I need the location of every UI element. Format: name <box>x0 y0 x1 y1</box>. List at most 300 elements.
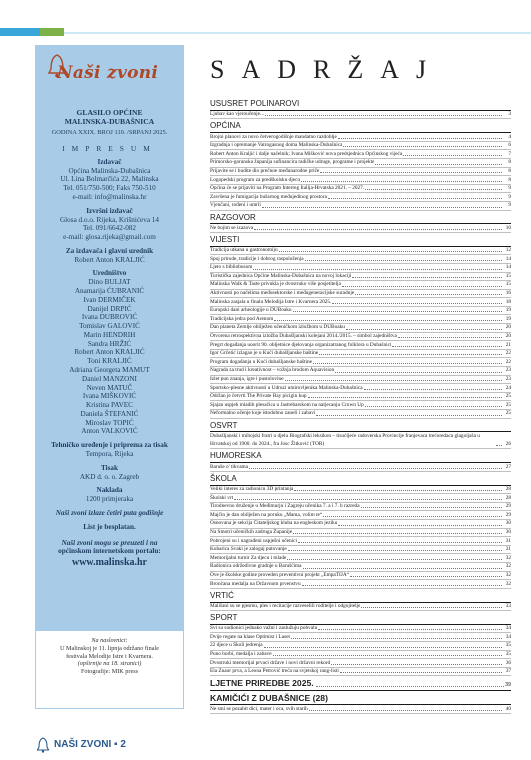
toc-section-title[interactable]: ŠKOLA <box>210 475 511 486</box>
web-link[interactable]: www.malinska.hr <box>71 557 147 569</box>
toc-section <box>210 475 511 589</box>
urednistvo-member: Daniel MANZONI <box>82 374 137 383</box>
toc-section-title[interactable]: OSVRT <box>210 422 511 433</box>
toc-entry-title: Prijavite se i budite dio prečnoe međunarodne priče <box>210 167 320 174</box>
toc-leader-dots <box>254 229 502 230</box>
toc-entry[interactable] <box>210 367 511 376</box>
izlaze-text: Naši zvoni izlaze četiri puta godišnje <box>55 508 164 517</box>
toc-section <box>210 592 511 611</box>
toc-entry-title: Dan planeta Zemlje obilježen učeničkom izložbom u DUBoaku <box>210 324 345 331</box>
tisak-heading: Tisak <box>100 463 119 472</box>
toc-entry-title: Program događanja u Kući dubašljanske baštine <box>210 358 312 365</box>
toc-leader-dots <box>253 269 502 270</box>
toc-section-title[interactable]: VIJESTI <box>210 236 511 247</box>
toc-entry-title: Brončana medalja na Državnom prvenstvu <box>210 580 301 587</box>
toc-page-number: 32 <box>505 563 511 570</box>
toc-page-number: 8 <box>508 159 511 166</box>
toc-page-number: 15 <box>505 272 511 279</box>
toc-page-number: 32 <box>505 580 511 587</box>
toc-page-number: 24 <box>505 384 511 391</box>
toc-entry-title: Igor Grčetić izlagao je u Kući dubašljanske baštine <box>210 350 319 357</box>
toc-page-number: 33 <box>505 602 511 609</box>
toc-leader-dots <box>320 172 502 173</box>
toc-page-number: 37 <box>505 668 511 675</box>
toc-leader-dots <box>355 294 502 295</box>
toc-entry[interactable] <box>210 511 511 520</box>
toc-leader-dots <box>298 542 502 543</box>
toc-entry-title: Malinska zasjala u finalu Melodija Istre i Kvarnera 2025. <box>210 298 332 305</box>
toc-entry-title: Majčin je dan obilježen na poruku „Mama, volim te“ <box>210 511 323 518</box>
toc-leader-dots <box>291 638 502 639</box>
urednik-name: Robert Anton KRALJIĆ <box>74 255 145 264</box>
cover-note-line: U Malinskoj je 11. lipnja održano finale <box>60 644 159 652</box>
publication-title-line1: GLASILO OPĆINE <box>76 108 143 117</box>
urednistvo-heading: Uredništvo <box>92 269 127 278</box>
toc-entry[interactable] <box>210 537 511 546</box>
toc-leader-dots <box>361 607 502 608</box>
izdavac-line: Općina Malinska-Dubašnica <box>68 166 151 175</box>
toc-page-number: 21 <box>505 341 511 348</box>
toc-page-number: 19 <box>505 315 511 322</box>
toc-entry-title: Općina će se prijaviti na Program Interreg Italija-Hrvatska 2021. – 2027. <box>210 185 365 192</box>
toc-page-number: 6 <box>508 142 511 149</box>
toc-entry[interactable] <box>210 494 511 503</box>
cover-note-line: Fotografije: MIK press <box>80 668 139 675</box>
toc-page-number: 25 <box>505 401 511 408</box>
toc-leader-dots <box>288 550 502 551</box>
toc-section-title[interactable]: VRTIĆ <box>210 592 511 603</box>
toc-entry[interactable] <box>210 247 511 256</box>
toc-section-title[interactable]: HUMORESKA <box>210 452 511 463</box>
toc-page-number: 22 <box>505 350 511 357</box>
urednistvo-member: Robert Anton KRALJIĆ <box>74 348 145 357</box>
toc-entry[interactable] <box>210 520 511 529</box>
toc-page-number: 32 <box>505 554 511 561</box>
toc-page-number: 8 <box>508 167 511 174</box>
toc-entry[interactable] <box>210 529 511 538</box>
toc-page-number: 18 <box>505 298 511 305</box>
izdavac-line: e-mail: info@malinska.hr <box>72 192 147 201</box>
toc-page-number: 15 <box>505 281 511 288</box>
toc-entry[interactable] <box>210 633 511 642</box>
toc-leader-dots <box>305 260 502 261</box>
toc-leader-dots <box>309 710 502 711</box>
toc-entry[interactable] <box>210 393 511 402</box>
toc-page-number: 16 <box>505 290 511 297</box>
table-of-contents <box>210 97 511 714</box>
toc-leader-dots <box>496 445 502 446</box>
toc-entry-title: Izgradnja i opremanje Vatrogasnog doma Malinska-Dubašnica <box>210 142 343 149</box>
toc-entry[interactable] <box>210 133 511 142</box>
toc-entry-title: Tradicija utkana u gastronomiju <box>210 247 278 254</box>
toc-leader-dots <box>316 415 502 416</box>
toc-leader-dots <box>262 207 502 208</box>
toc-entry[interactable] <box>210 193 511 202</box>
toc-section-title[interactable] <box>210 679 511 690</box>
toc-entry[interactable] <box>210 185 511 194</box>
izdavac-line: Tel. 051/750-500; Faks 750-510 <box>63 184 156 193</box>
toc-page-number: 35 <box>505 651 511 658</box>
toc-page-number: 34 <box>505 625 511 632</box>
toc-section-title[interactable]: USUSRET POLINAROVI <box>210 100 511 111</box>
toc-entry-title: Ne smi se pozabit dici, mater i oca, svih starih <box>210 705 308 712</box>
toc-entry-title: Otvorena retrospektivna izložba Dubašljanski kolejani 2014./2015. – simbol zajedništva <box>210 333 397 340</box>
toc-entry-title: Osnovana je sekcija Čitateljskog kluba na engleskom jeziku <box>210 520 338 527</box>
tehnicko-heading: Tehničko uređenje i priprema za tisak <box>51 441 168 450</box>
toc-entry[interactable] <box>210 580 511 589</box>
toc-entry[interactable] <box>210 401 511 410</box>
toc-entry[interactable] <box>210 202 511 211</box>
toc-entry[interactable] <box>210 142 511 151</box>
toc-page-number: 36 <box>505 659 511 666</box>
toc-entry-title: Baruše o' tikvama <box>210 463 249 470</box>
impresum-sidebar <box>35 45 184 709</box>
urednistvo-member: Dino BULJAT <box>88 278 131 287</box>
toc-page-number: 20 <box>505 324 511 331</box>
toc-entry-title: Ove je školske godine proveden preventivni projekt „EmpaTIJA“ <box>210 571 350 578</box>
toc-entry[interactable] <box>210 324 511 333</box>
toc-entry[interactable] <box>210 264 511 273</box>
toc-page-number: 30 <box>505 528 511 535</box>
toc-entry-title: Održan je četvrti The Private Bay picigin kup <box>210 393 307 400</box>
toc-section-title[interactable]: OPĆINA <box>210 122 511 133</box>
toc-entry[interactable] <box>210 307 511 316</box>
toc-entry-title: Dvostruki memorijal prvaci države i novi državni rekord <box>210 659 331 666</box>
toc-entry[interactable] <box>210 168 511 177</box>
top-bar-line <box>64 32 531 34</box>
toc-entry-title: Tradicijska jedra pod Arenom <box>210 315 274 322</box>
toc-entry-title: Dubašljanski i mihojski fratri u djelu Biografski leksikon – tisućljeće radoverska Provincije franjevaca trećoredaca glagoljaša u Hrvatskoj od 1900. do 2024., fra Josc Žitković (TOR) <box>210 433 480 447</box>
toc-leader-dots <box>303 568 503 569</box>
toc-page-number: 39 <box>505 682 511 689</box>
toc-leader-dots <box>249 468 502 469</box>
toc-section-title-text: LJETNE PRIREDBE 2025. <box>210 678 314 689</box>
toc-entry-title: Mališani su se pjesmu, ples i recitacije razveselili roditelje i odgojitelje <box>210 602 361 609</box>
toc-entry-title: Aktivnosti po načelima međusektorske i međugeneracijske suradnje <box>210 290 355 297</box>
toc-entry-title: Logopedski program za predškolsku djecu <box>210 176 301 183</box>
toc-leader-dots <box>313 363 502 364</box>
toc-page-number: 25 <box>505 393 511 400</box>
urednistvo-member: Ivana MIŠKOVIĆ <box>82 392 137 401</box>
toc-entry-title: Turistička zajednica Općine Malinska-Dubašnica na novoj lokaciji <box>210 272 352 279</box>
toc-page-number: 12 <box>505 247 511 254</box>
toc-leader-dots <box>365 189 502 190</box>
toc-entry-title: Dvije regate na klase Optimist i Laser <box>210 633 291 640</box>
toc-entry[interactable] <box>210 651 511 660</box>
toc-entry-title: Vjenčani, rođeni i umrli <box>210 202 261 209</box>
bell-footer-icon <box>36 737 50 753</box>
urednistvo-list <box>39 278 180 436</box>
toc-entry[interactable] <box>210 176 511 185</box>
toc-leader-dots <box>265 115 502 116</box>
cover-note <box>35 630 184 709</box>
toc-entry[interactable] <box>210 659 511 668</box>
toc-leader-dots <box>285 380 502 381</box>
toc-entry[interactable] <box>210 554 511 563</box>
toc-page-number: 32 <box>505 571 511 578</box>
toc-entry-title: Ne bojim se izazova <box>210 224 254 231</box>
top-bar-blue-segment <box>0 28 40 36</box>
urednistvo-member: Ivan DERMIČEK <box>83 295 136 304</box>
toc-page-number: 25 <box>505 410 511 417</box>
cover-note-heading: Na naslovnici: <box>91 637 128 644</box>
toc-entry-title: Europski dani arheologije u DUBoaku <box>210 307 292 314</box>
toc-entry[interactable] <box>210 290 511 299</box>
toc-section <box>210 452 511 471</box>
toc-leader-dots <box>264 647 502 648</box>
toc-page-number: 31 <box>505 537 511 544</box>
toc-page-number: 29 <box>505 511 511 518</box>
izvrsni-line: Glosa d.o.o. Rijeka, Krišnićeva 14 <box>59 215 159 224</box>
izvrsni-line: Tel. 091/6642-082 <box>83 224 136 233</box>
toc-entry[interactable] <box>210 111 511 120</box>
toc-page-number: 9 <box>508 185 511 192</box>
toc-entry-title: Primorsko-goranska županija sufinancira radičke udruge, programe i projekte <box>210 159 375 166</box>
toc-page-number: 40 <box>505 705 511 712</box>
toc-page-number: 28 <box>505 494 511 501</box>
toc-leader-dots <box>328 198 502 199</box>
toc-section <box>210 694 511 714</box>
toc-entry[interactable] <box>210 350 511 359</box>
toc-leader-dots <box>403 155 502 156</box>
toc-section <box>210 236 511 419</box>
toc-leader-dots <box>346 329 502 330</box>
preuzeti-text-2: općinskom internetskom portalu: <box>58 547 161 556</box>
toc-leader-dots <box>316 686 504 687</box>
toc-entry-title: Završena je fumigacija bušarnog međujedinog prostora <box>210 193 327 200</box>
urednik-heading: Za izdavača i glavni urednik <box>65 246 154 255</box>
toc-entry-title: Puno borbi, medalja i zabave <box>210 651 272 658</box>
toc-entry[interactable] <box>210 298 511 307</box>
top-color-bar <box>0 0 531 36</box>
urednistvo-member: Daniela ŠTEFANIĆ <box>80 409 139 418</box>
tehnicko-value: Tempora, Rijeka <box>85 450 134 459</box>
urednistvo-member: Danijel DRPIĆ <box>87 304 132 313</box>
toc-section <box>210 679 511 690</box>
toc-entry[interactable] <box>210 625 511 634</box>
toc-entry[interactable] <box>210 281 511 290</box>
issue-info: GODINA XXIX. BROJ 110. /SRPANJ 2025. <box>51 128 168 136</box>
toc-entry[interactable] <box>210 668 511 677</box>
toc-entry[interactable] <box>210 572 511 581</box>
toc-section <box>210 122 511 210</box>
impresum-content <box>39 108 180 569</box>
toc-leader-dots <box>332 303 502 304</box>
toc-entry-title: Pobrojeni su i nagrađeni uspješni učenici <box>210 537 297 544</box>
toc-entry-title: Sportsko-plesne aktivnosti u Udruzi umirovljenika Malinska-Dubašnica <box>210 384 363 391</box>
publication-title-line2: MALINSKA-DUBAŠNICA <box>64 117 155 127</box>
toc-leader-dots <box>293 311 503 312</box>
toc-entry-title: Veliki interes za radionicu 3D printanja <box>210 485 294 492</box>
toc-leader-dots <box>319 354 502 355</box>
besplatan-text: List je besplatan. <box>83 522 136 531</box>
toc-leader-dots <box>340 672 502 673</box>
urednistvo-member: Neven MATUČ <box>86 383 133 392</box>
toc-leader-dots <box>323 516 502 517</box>
toc-entry[interactable] <box>210 159 511 168</box>
toc-page-number: 8 <box>508 176 511 183</box>
urednistvo-member: Anton VALKOVIĆ <box>81 427 138 436</box>
toc-leader-dots <box>352 277 502 278</box>
toc-page-number: 20 <box>505 333 511 340</box>
masthead-logo <box>35 45 184 105</box>
cover-note-line: (opširnije na 18. stranici) <box>77 660 142 668</box>
toc-page-number: 7 <box>508 150 511 157</box>
toc-entry[interactable] <box>210 224 511 233</box>
toc-entry[interactable] <box>210 486 511 495</box>
toc-entry-title: Izlet pun znanja, igre i pustolovine <box>210 376 284 383</box>
tisak-value: AKD d. o. o. Zagreb <box>79 472 140 481</box>
toc-leader-dots <box>302 585 502 586</box>
toc-leader-dots <box>335 372 502 373</box>
urednistvo-member: Miroslav TOPIĆ <box>85 418 134 427</box>
urednistvo-member: Ivana DUBROVIĆ <box>81 313 138 322</box>
toc-leader-dots <box>234 499 502 500</box>
preuzeti-text-1: Naši zvoni mogu se preuzeti i na <box>61 538 158 547</box>
toc-page-number: 23 <box>505 376 511 383</box>
toc-leader-dots <box>350 576 502 577</box>
urednistvo-member: Marin HENDRIH <box>83 330 136 339</box>
toc-entry-title: Ljeto s bibliobusom <box>210 264 253 271</box>
toc-page-number: 10 <box>505 224 511 231</box>
toc-entry[interactable] <box>210 333 511 342</box>
toc-entry-title: Tirodnevno druženje u Međimurju i Zagreju učenika 7. a i 7. b razreda <box>210 503 360 510</box>
toc-entry-title: Ela Znaor prva, a Leona Petrović treća na svjetskoj rang-listi <box>210 668 339 675</box>
toc-page-number: 14 <box>505 255 511 262</box>
toc-page-number: 22 <box>505 358 511 365</box>
toc-page-number: 34 <box>505 633 511 640</box>
toc-section <box>210 422 511 450</box>
izvrsni-line: e-mail: glosa.rijeka@gmail.com <box>63 233 156 242</box>
toc-leader-dots <box>342 286 502 287</box>
toc-leader-dots <box>287 559 502 560</box>
izdavac-line: Ul. Lina Bolmarčića 22, Malinska <box>60 175 159 184</box>
toc-leader-dots <box>294 490 502 491</box>
toc-entry-title: Pregrt događanja uoorit 90. obljetnice djelovanja organizatranog folklora u Dubašnici <box>210 341 392 348</box>
cover-note-line: festivala Melodije Istre i Kvarnera. <box>66 652 153 660</box>
toc-section-title[interactable]: KAMIČIĆI Z DUBAŠNICE (28) <box>210 694 511 705</box>
toc-entry-title: Na Smotri učeničkih zadruga Županije <box>210 528 293 535</box>
toc-entry[interactable] <box>210 546 511 555</box>
toc-section <box>210 614 511 676</box>
footer-page-label: NAŠI ZVONI ▪ 2 <box>54 739 126 750</box>
toc-entry[interactable] <box>210 642 511 651</box>
toc-leader-dots <box>301 181 502 182</box>
toc-entry-title: Malinska Walk & Taste privukla je dvostruko više posjetitelja <box>210 281 341 288</box>
toc-leader-dots <box>398 337 502 338</box>
toc-entry[interactable] <box>210 563 511 572</box>
toc-entry[interactable] <box>210 705 511 714</box>
toc-entry-title: Spoj prirode, tradicije i dobrog raspoloženja <box>210 255 304 262</box>
toc-entry-title: Sjajan uspjeh mladih plesačica u Jastrebarskom na natjecanju Crown Up <box>210 401 364 408</box>
toc-entry-title: Neformalno učenje koje istodobno zaneli i zabavi <box>210 410 316 417</box>
toc-entry-title: Radionica održedivne gradnje u Barušćima <box>210 563 302 570</box>
naklada-value: 1200 primjeraka <box>85 495 134 504</box>
toc-entry-title: Nagrada za trud i kreativnost – vožnja brodom Aquavision <box>210 367 335 374</box>
toc-entry-title: 22 djece u Školi jedrenja <box>210 642 263 649</box>
toc-entry[interactable] <box>210 410 511 419</box>
toc-section-title[interactable]: SPORT <box>210 614 511 625</box>
toc-entry[interactable] <box>210 503 511 512</box>
toc-entry[interactable] <box>210 432 511 449</box>
toc-page-number: 31 <box>505 546 511 553</box>
toc-entry[interactable] <box>210 463 511 472</box>
toc-leader-dots <box>343 146 502 147</box>
toc-page-number: 29 <box>505 503 511 510</box>
page-title: SADRŽAJ <box>210 55 444 84</box>
toc-leader-dots <box>375 164 502 165</box>
toc-entry-title: Školski vrt <box>210 494 234 501</box>
toc-page-number: 35 <box>505 642 511 649</box>
toc-entry[interactable] <box>210 255 511 264</box>
toc-page-number: 23 <box>505 367 511 374</box>
top-bar-green-segment <box>40 28 64 36</box>
toc-leader-dots <box>365 406 502 407</box>
toc-page-number: 19 <box>505 307 511 314</box>
toc-entry-title: Brojni planovi za novo četverogodišnje mandatno razdoblje <box>210 133 337 140</box>
toc-entry[interactable] <box>210 341 511 350</box>
toc-leader-dots <box>273 655 502 656</box>
toc-page-number: 9 <box>508 193 511 200</box>
toc-section <box>210 100 511 119</box>
toc-leader-dots <box>274 320 502 321</box>
izvrsni-izdavac-heading: Izvršni izdavač <box>86 206 133 215</box>
toc-entry[interactable] <box>210 150 511 159</box>
toc-entry[interactable] <box>210 315 511 324</box>
urednistvo-member: Toni KRALJIĆ <box>87 357 132 366</box>
urednistvo-member: Adriana Georgeta MAMUT <box>69 366 150 374</box>
urednistvo-member: Anamarija ĆUBRANIĆ <box>74 286 145 295</box>
toc-page-number: 3 <box>508 111 511 118</box>
toc-entry[interactable] <box>210 384 511 393</box>
toc-entry-title: Svi su sudionici jednako važni i zaslužuju pohvalu <box>210 625 318 632</box>
toc-leader-dots <box>279 251 502 252</box>
toc-page-number: 28 <box>505 485 511 492</box>
toc-page-number: 26 <box>505 441 511 448</box>
urednistvo-member: Kristina PAVEC <box>86 401 133 410</box>
masthead-logo-text: Naši zvoni <box>57 63 159 83</box>
toc-section <box>210 214 511 233</box>
toc-page-number: 4 <box>508 133 511 140</box>
toc-entry-title: Memorijalni turnir Za djecu i mlade <box>210 554 287 561</box>
naklada-heading: Naklada <box>96 486 123 495</box>
toc-entry-title: Kuharica Svaki je zalogaj putovanje <box>210 546 287 553</box>
toc-entry-title: Ljubav kao vjeroučenje... <box>210 111 264 118</box>
toc-page-number: 30 <box>505 520 511 527</box>
toc-leader-dots <box>331 664 502 665</box>
toc-entry[interactable] <box>210 603 511 612</box>
toc-entry[interactable] <box>210 376 511 385</box>
toc-section-title[interactable]: RAZGOVOR <box>210 214 511 225</box>
toc-leader-dots <box>361 507 502 508</box>
toc-leader-dots <box>308 397 502 398</box>
toc-page-number: 14 <box>505 264 511 271</box>
toc-page-number: 27 <box>505 463 511 470</box>
toc-leader-dots <box>293 533 502 534</box>
toc-entry-title: Robert Anton Kraljić i dalje načelnik; Ivana Mišković nova predsjednica Općinskog vijeća <box>210 150 403 157</box>
impresum-heading: IMPRESUM <box>62 143 157 153</box>
toc-leader-dots <box>318 629 502 630</box>
toc-entry[interactable] <box>210 273 511 282</box>
toc-leader-dots <box>364 389 502 390</box>
toc-leader-dots <box>392 346 502 347</box>
toc-leader-dots <box>338 525 502 526</box>
urednistvo-member: Sandra HRŽIĆ <box>87 339 132 348</box>
urednistvo-member: Tomislav GALOVIĆ <box>79 322 140 331</box>
toc-entry[interactable] <box>210 358 511 367</box>
page-footer <box>36 737 236 753</box>
izdavac-heading: Izdavač <box>97 157 122 166</box>
